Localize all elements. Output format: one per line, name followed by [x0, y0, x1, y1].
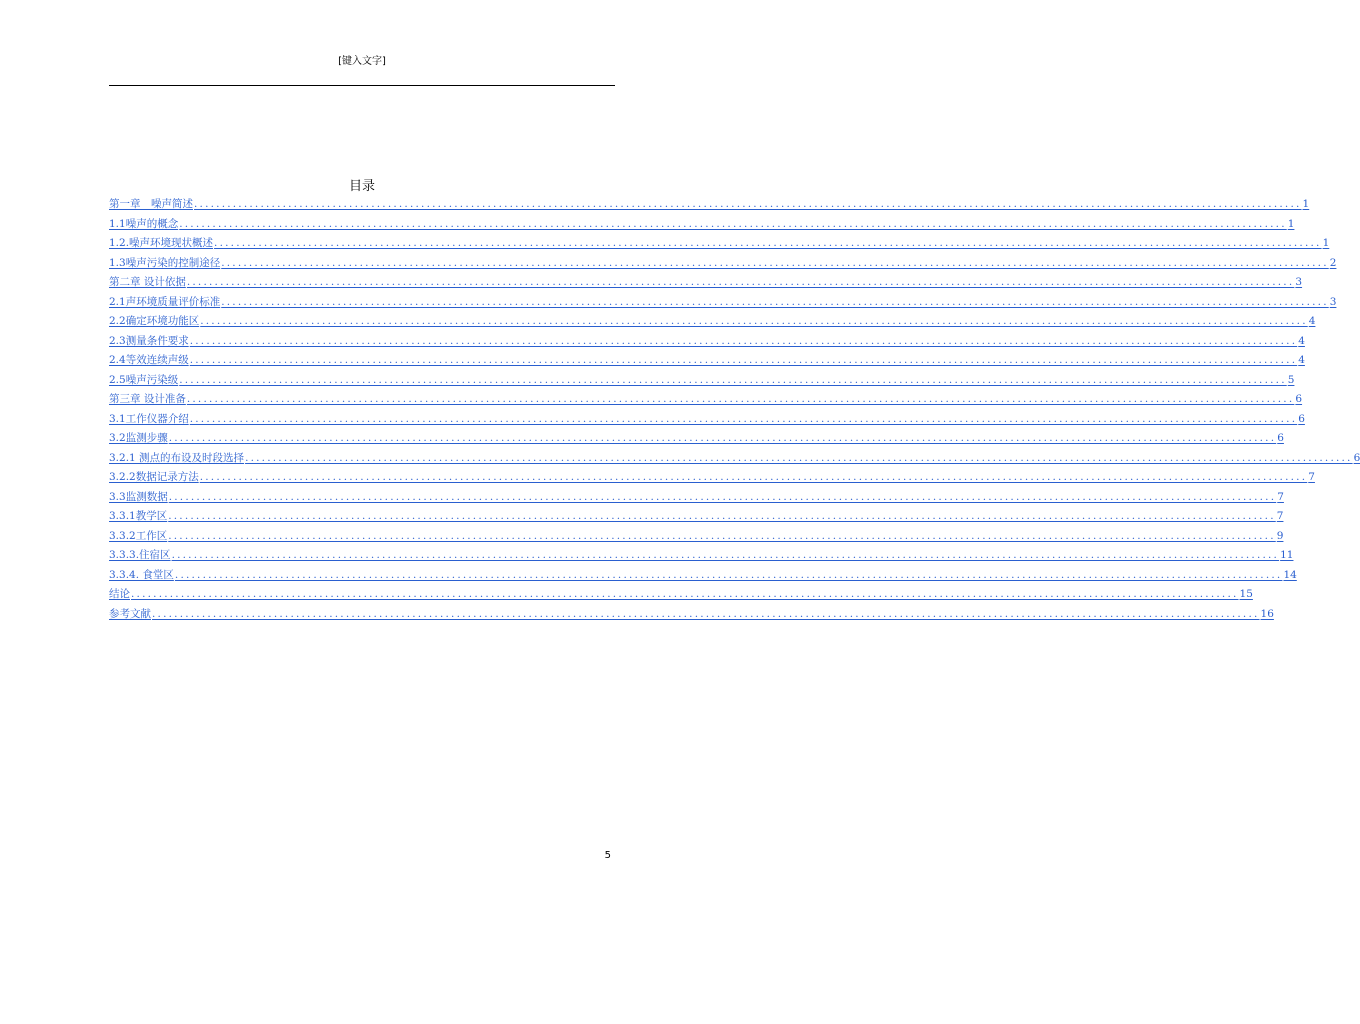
toc-dot-leader: ........................................................................................................................................................................................................	[221, 256, 1329, 269]
toc-entry-text[interactable]: 3.3.3.住宿区	[109, 549, 171, 562]
toc-entry[interactable]	[109, 585, 1253, 605]
toc-entry-page[interactable]: 11	[1280, 549, 1294, 562]
toc-entry-page[interactable]: 7	[1308, 471, 1315, 484]
toc-title: 目录	[348, 179, 375, 194]
toc-entry[interactable]	[109, 371, 1295, 391]
toc-entry-page[interactable]: 16	[1260, 607, 1274, 620]
toc-dot-leader: ........................................................................................................................................................................................................	[200, 315, 1308, 328]
toc-dot-leader: ........................................................................................................................................................................................................	[186, 393, 1295, 406]
toc-entry-text[interactable]: 2.3测量条件要求	[109, 334, 189, 347]
toc-entry-text[interactable]: 3.2.1 测点的布设及时段选择	[109, 451, 245, 464]
toc-entry[interactable]	[109, 234, 1330, 254]
toc-entry-text[interactable]: 3.3.2工作区	[109, 529, 168, 542]
toc-entry[interactable]	[109, 566, 1297, 586]
toc-entry-page[interactable]: 1	[1287, 217, 1295, 230]
toc-entry-page[interactable]: 4	[1298, 354, 1305, 367]
toc-dot-leader: ........................................................................................................................................................................................................	[214, 237, 1322, 250]
header-rule	[109, 85, 615, 86]
toc-entry[interactable]	[109, 254, 1337, 274]
toc-dot-leader: ........................................................................................................................................................................................................	[186, 276, 1295, 289]
toc-dot-leader: ........................................................................................................................................................................................................	[189, 412, 1298, 425]
toc-entry-text[interactable]: 1.2.噪声环境现状概述	[109, 237, 214, 250]
toc-entry-page[interactable]: 7	[1277, 490, 1284, 503]
toc-entry-page[interactable]: 4	[1298, 334, 1305, 347]
toc-dot-leader: ........................................................................................................................................................................................................	[131, 588, 1239, 601]
toc-dot-leader: ........................................................................................................................................................................................................	[174, 568, 1283, 581]
toc-entry[interactable]	[109, 488, 1284, 508]
toc-entry-text[interactable]: 2.4等效连续声级	[109, 354, 189, 367]
toc-entry-text[interactable]: 1.3噪声污染的控制途径	[109, 256, 221, 269]
toc-dot-leader: ........................................................................................................................................................................................................	[168, 432, 1277, 445]
toc-entry-text[interactable]: 参考文献	[109, 607, 151, 620]
toc-entry-text[interactable]: 3.3监测数据	[109, 490, 168, 503]
toc-entry-text[interactable]: 2.5噪声污染级	[109, 373, 179, 386]
toc-entry[interactable]	[109, 429, 1284, 449]
toc-entry[interactable]	[109, 351, 1305, 371]
toc-dot-leader: ........................................................................................................................................................................................................	[194, 198, 1302, 210]
toc-entry[interactable]	[109, 195, 1310, 215]
toc-dot-leader: ........................................................................................................................................................................................................	[189, 354, 1298, 367]
toc-dot-leader: ........................................................................................................................................................................................................	[168, 490, 1277, 503]
toc-entry-page[interactable]: 14	[1283, 568, 1297, 581]
toc-entry-text[interactable]: 结论	[109, 588, 130, 601]
toc-entry[interactable]	[109, 410, 1305, 430]
toc-entry-page[interactable]: 7	[1276, 510, 1284, 523]
toc-entry-text[interactable]: 2.1声环境质量评价标准	[109, 295, 221, 308]
toc-entry-page[interactable]: 3	[1329, 295, 1337, 308]
toc-dot-leader: ........................................................................................................................................................................................................	[168, 529, 1276, 542]
page-header: [键入文字]	[338, 56, 386, 67]
toc-dot-leader: ........................................................................................................................................................................................................	[179, 217, 1287, 230]
toc-dot-leader: ........................................................................................................................................................................................................	[221, 295, 1329, 308]
toc-entry-text[interactable]: 2.2确定环境功能区	[109, 315, 200, 328]
toc-entry-page[interactable]: 1	[1302, 198, 1310, 210]
toc-entry-text[interactable]: 3.3.1教学区	[109, 510, 168, 523]
toc-entry-text[interactable]: 1.1噪声的概念	[109, 217, 179, 230]
toc-entry-page[interactable]: 5	[1287, 373, 1295, 386]
toc-entry-page[interactable]: 4	[1308, 315, 1316, 328]
toc-entry-page[interactable]: 1	[1322, 237, 1330, 250]
toc-dot-leader: ........................................................................................................................................................................................................	[199, 471, 1308, 484]
toc-entry[interactable]	[109, 332, 1305, 352]
toc-entry-text[interactable]: 3.2.2数据记录方法	[109, 471, 199, 484]
toc-entry-page[interactable]: 3	[1295, 276, 1303, 289]
toc-entry[interactable]	[109, 293, 1337, 313]
toc-entry-page[interactable]: 15	[1239, 588, 1253, 601]
toc-entry[interactable]	[109, 605, 1274, 625]
toc-entry-text[interactable]: 第一章 噪声简述	[109, 198, 193, 210]
toc-entry[interactable]	[109, 546, 1294, 566]
page-number: 5	[604, 850, 611, 861]
toc-entry[interactable]	[109, 449, 1360, 469]
toc-entry[interactable]	[109, 507, 1284, 527]
toc-entry-page[interactable]: 2	[1329, 256, 1337, 269]
toc-entry[interactable]	[109, 312, 1316, 332]
toc-dot-leader: ........................................................................................................................................................................................................	[171, 549, 1280, 562]
toc-dot-leader: ........................................................................................................................................................................................................	[168, 510, 1276, 523]
toc-dot-leader: ........................................................................................................................................................................................................	[245, 451, 1353, 464]
toc-entry-page[interactable]: 6	[1298, 412, 1305, 425]
toc-entry-page[interactable]: 9	[1276, 529, 1284, 542]
toc-entry[interactable]	[109, 527, 1284, 547]
toc-entry[interactable]	[109, 468, 1315, 488]
toc-entry-text[interactable]: 第三章 设计准备	[109, 393, 186, 406]
toc-dot-leader: ........................................................................................................................................................................................................	[152, 607, 1260, 620]
toc-entry-text[interactable]: 第二章 设计依据	[109, 276, 186, 289]
toc-entry-page[interactable]: 6	[1353, 451, 1360, 464]
toc-entry[interactable]	[109, 273, 1303, 293]
toc-entry-text[interactable]: 3.3.4. 食堂区	[109, 568, 174, 581]
toc-entry-text[interactable]: 3.2监测步骤	[109, 432, 168, 445]
toc-entry-page[interactable]: 6	[1277, 432, 1284, 445]
toc-dot-leader: ........................................................................................................................................................................................................	[189, 334, 1298, 347]
toc-entry-text[interactable]: 3.1工作仪器介绍	[109, 412, 189, 425]
toc-dot-leader: ........................................................................................................................................................................................................	[179, 373, 1287, 386]
toc-entry-page[interactable]: 6	[1295, 393, 1303, 406]
toc-entry[interactable]	[109, 215, 1295, 235]
toc-entry[interactable]	[109, 390, 1303, 410]
table-of-contents	[109, 195, 1360, 624]
